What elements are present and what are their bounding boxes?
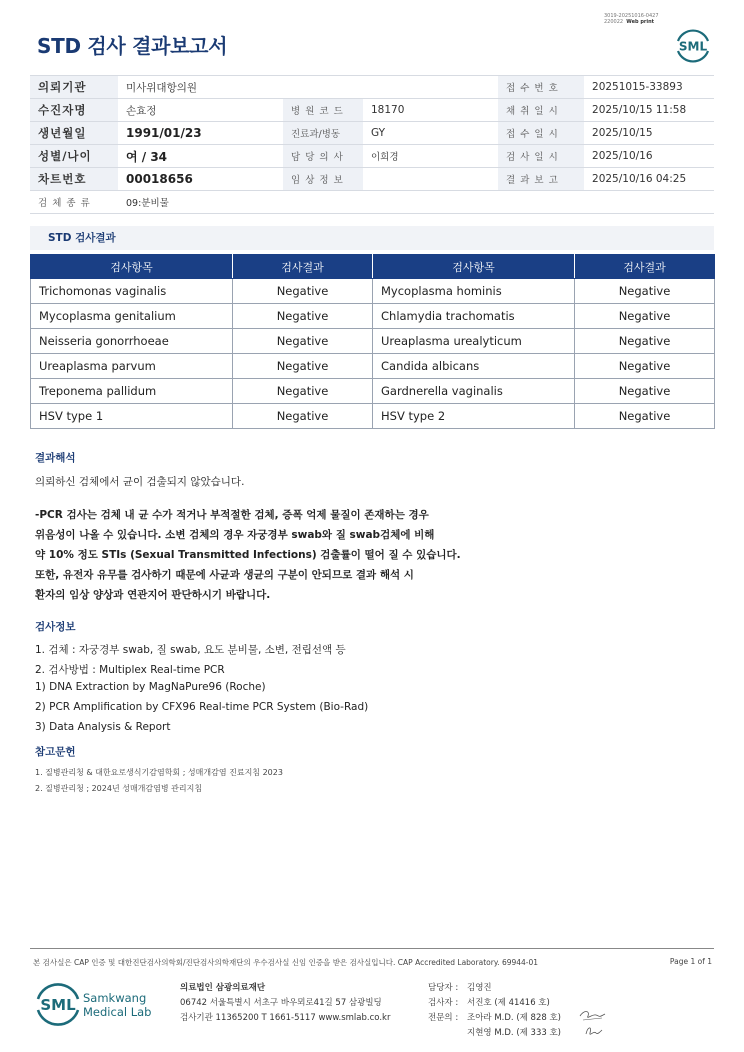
info-value: 09:분비물 bbox=[118, 191, 714, 214]
test-info-line: 1. 검체 : 자궁경부 swab, 질 swab, 요도 분비물, 소변, 전립선액 등 bbox=[35, 644, 346, 656]
test-result: Negative bbox=[233, 329, 373, 354]
info-value: 2025/10/15 11:58 bbox=[584, 99, 714, 122]
test-result: Negative bbox=[233, 379, 373, 404]
print-meta-id: 3019-20251016-0427 bbox=[604, 13, 659, 19]
info-value: 미사위대항의원 bbox=[118, 76, 498, 99]
column-header: 검사결과 bbox=[575, 255, 715, 279]
test-result: Negative bbox=[233, 279, 373, 304]
page-title: STD 검사 결과보고서 bbox=[37, 34, 228, 58]
staff-label: 검사자 : bbox=[428, 998, 459, 1008]
test-result: Negative bbox=[233, 404, 373, 429]
info-row bbox=[30, 122, 714, 145]
reference-item: 2. 질병관리청 ; 2024년 성매개감염병 관리지침 bbox=[35, 784, 203, 793]
signature-icon bbox=[578, 1006, 608, 1040]
test-item: Trichomonas vaginalis bbox=[31, 279, 233, 304]
interpretation-note: 또한, 유전자 유무를 검사하기 때문에 사균과 생균의 구분이 안되므로 결과 해석 시 bbox=[35, 569, 414, 581]
table-row bbox=[31, 329, 715, 354]
info-label: 생년월일 bbox=[30, 122, 118, 145]
info-label: 검 체 종 류 bbox=[30, 191, 118, 214]
results-table bbox=[30, 254, 715, 429]
test-result: Negative bbox=[575, 379, 715, 404]
info-label: 채 취 일 시 bbox=[498, 99, 584, 122]
staff-value: 김영진 bbox=[467, 983, 492, 993]
info-row bbox=[30, 168, 714, 191]
print-meta bbox=[604, 13, 659, 25]
info-value: GY bbox=[363, 122, 498, 145]
table-row bbox=[31, 279, 715, 304]
info-row bbox=[30, 145, 714, 168]
test-item: HSV type 1 bbox=[31, 404, 233, 429]
print-meta-code bbox=[604, 19, 659, 25]
info-label: 임 상 정 보 bbox=[283, 168, 363, 191]
info-value: 18170 bbox=[363, 99, 498, 122]
web-print-label: Web print bbox=[626, 19, 655, 25]
test-info-line: 2. 검사방법 : Multiplex Real-time PCR bbox=[35, 664, 225, 676]
info-value bbox=[363, 168, 498, 191]
org-address: 06742 서울특별시 서초구 바우뫼로41길 57 삼광빌딩 bbox=[180, 998, 382, 1008]
info-label: 접 수 일 시 bbox=[498, 122, 584, 145]
info-label: 검 사 일 시 bbox=[498, 145, 584, 168]
test-result: Negative bbox=[575, 404, 715, 429]
test-info-line: 1) DNA Extraction by MagNaPure96 (Roche) bbox=[35, 681, 266, 693]
table-row bbox=[31, 304, 715, 329]
test-item: Mycoplasma genitalium bbox=[31, 304, 233, 329]
info-value: 20251015-33893 bbox=[584, 76, 714, 99]
test-result: Negative bbox=[575, 304, 715, 329]
patient-info-table bbox=[30, 75, 714, 214]
samkwang-logo-icon bbox=[35, 980, 195, 1028]
staff-value: 서진호 (제 41416 호) bbox=[467, 998, 550, 1008]
info-label: 차트번호 bbox=[30, 168, 118, 191]
interpretation-title: 결과해석 bbox=[35, 452, 76, 464]
info-label: 접 수 번 호 bbox=[498, 76, 584, 99]
test-item: Chlamydia trachomatis bbox=[373, 304, 575, 329]
column-header: 검사항목 bbox=[373, 255, 575, 279]
info-value: 2025/10/16 04:25 bbox=[584, 168, 714, 191]
info-label: 담 당 의 사 bbox=[283, 145, 363, 168]
test-item: Candida albicans bbox=[373, 354, 575, 379]
info-value: 1991/01/23 bbox=[118, 122, 283, 145]
staff-value: 지현영 M.D. (제 333 호) bbox=[467, 1028, 562, 1038]
reference-item: 1. 질병관리청 & 대한요로생식기감염학회 ; 성매개감염 진료지침 2023 bbox=[35, 768, 283, 777]
info-row bbox=[30, 191, 714, 214]
references-title: 참고문헌 bbox=[35, 746, 76, 758]
test-result: Negative bbox=[233, 354, 373, 379]
results-section-title: STD 검사결과 bbox=[30, 226, 714, 250]
org-contact: 검사기관 11365200 T 1661-5117 www.smlab.co.kr bbox=[180, 1013, 391, 1023]
test-item: Mycoplasma hominis bbox=[373, 279, 575, 304]
test-result: Negative bbox=[575, 279, 715, 304]
info-value: 손효정 bbox=[118, 99, 283, 122]
print-meta-code-value: 220022 bbox=[604, 19, 624, 25]
test-result: Negative bbox=[233, 304, 373, 329]
sml-logo-text: SML bbox=[678, 39, 708, 54]
staff-label: 담당자 : bbox=[428, 983, 459, 993]
brand-name-line1: Samkwang bbox=[83, 991, 147, 1005]
info-label: 결 과 보 고 bbox=[498, 168, 584, 191]
test-info-line: 2) PCR Amplification by CFX96 Real-time PCR System (Bio-Rad) bbox=[35, 701, 369, 713]
interpretation-summary: 의뢰하신 검체에서 균이 검출되지 않았습니다. bbox=[35, 476, 245, 488]
info-label: 의뢰기관 bbox=[30, 76, 118, 99]
info-value: 2025/10/16 bbox=[584, 145, 714, 168]
brand-name-line2: Medical Lab bbox=[83, 1005, 152, 1019]
interpretation-note: 위음성이 나올 수 있습니다. 소변 검체의 경우 자궁경부 swab와 질 swab검체에 비해 bbox=[35, 529, 435, 541]
org-name: 의료법인 삼광의료재단 bbox=[180, 983, 266, 993]
footer-divider bbox=[30, 948, 714, 949]
interpretation-note: 환자의 임상 양상과 연관지어 판단하시기 바랍니다. bbox=[35, 589, 271, 601]
sml-logo-text: SML bbox=[40, 996, 76, 1014]
info-label: 성별/나이 bbox=[30, 145, 118, 168]
test-item: Gardnerella vaginalis bbox=[373, 379, 575, 404]
sml-logo-icon bbox=[674, 26, 712, 64]
info-label: 진료과/병동 bbox=[283, 122, 363, 145]
table-row bbox=[31, 404, 715, 429]
test-info-title: 검사정보 bbox=[35, 621, 76, 633]
column-header: 검사결과 bbox=[233, 255, 373, 279]
info-row bbox=[30, 76, 714, 99]
test-item: HSV type 2 bbox=[373, 404, 575, 429]
staff-value: 조아라 M.D. (제 828 호) bbox=[467, 1013, 562, 1023]
interpretation-note: -PCR 검사는 검체 내 균 수가 적거나 부적절한 검체, 증폭 억제 물질이 존재하는 경우 bbox=[35, 509, 429, 521]
info-label: 수진자명 bbox=[30, 99, 118, 122]
info-row bbox=[30, 99, 714, 122]
test-info-line: 3) Data Analysis & Report bbox=[35, 721, 171, 733]
table-row bbox=[31, 379, 715, 404]
info-value: 00018656 bbox=[118, 168, 283, 191]
table-row bbox=[31, 354, 715, 379]
test-item: Neisseria gonorrhoeae bbox=[31, 329, 233, 354]
info-value: 이희경 bbox=[363, 145, 498, 168]
column-header: 검사항목 bbox=[31, 255, 233, 279]
interpretation-note: 약 10% 정도 STIs (Sexual Transmitted Infections) 검출률이 떨어 질 수 있습니다. bbox=[35, 549, 461, 561]
accreditation-note: 본 검사실은 CAP 인증 및 대한진단검사의학회/진단검사의학재단의 우수검사실 신임 인증을 받은 검사실입니다. CAP Accredited Laboratory. 69944-01 bbox=[33, 958, 539, 967]
test-item: Treponema pallidum bbox=[31, 379, 233, 404]
info-value: 2025/10/15 bbox=[584, 122, 714, 145]
test-result: Negative bbox=[575, 329, 715, 354]
test-item: Ureaplasma urealyticum bbox=[373, 329, 575, 354]
test-item: Ureaplasma parvum bbox=[31, 354, 233, 379]
info-value: 여 / 34 bbox=[118, 145, 283, 168]
info-label: 병 원 코 드 bbox=[283, 99, 363, 122]
staff-label: 전문의 : bbox=[428, 1013, 459, 1023]
test-result: Negative bbox=[575, 354, 715, 379]
results-header-row bbox=[31, 255, 715, 279]
page-number: Page 1 of 1 bbox=[669, 957, 712, 966]
